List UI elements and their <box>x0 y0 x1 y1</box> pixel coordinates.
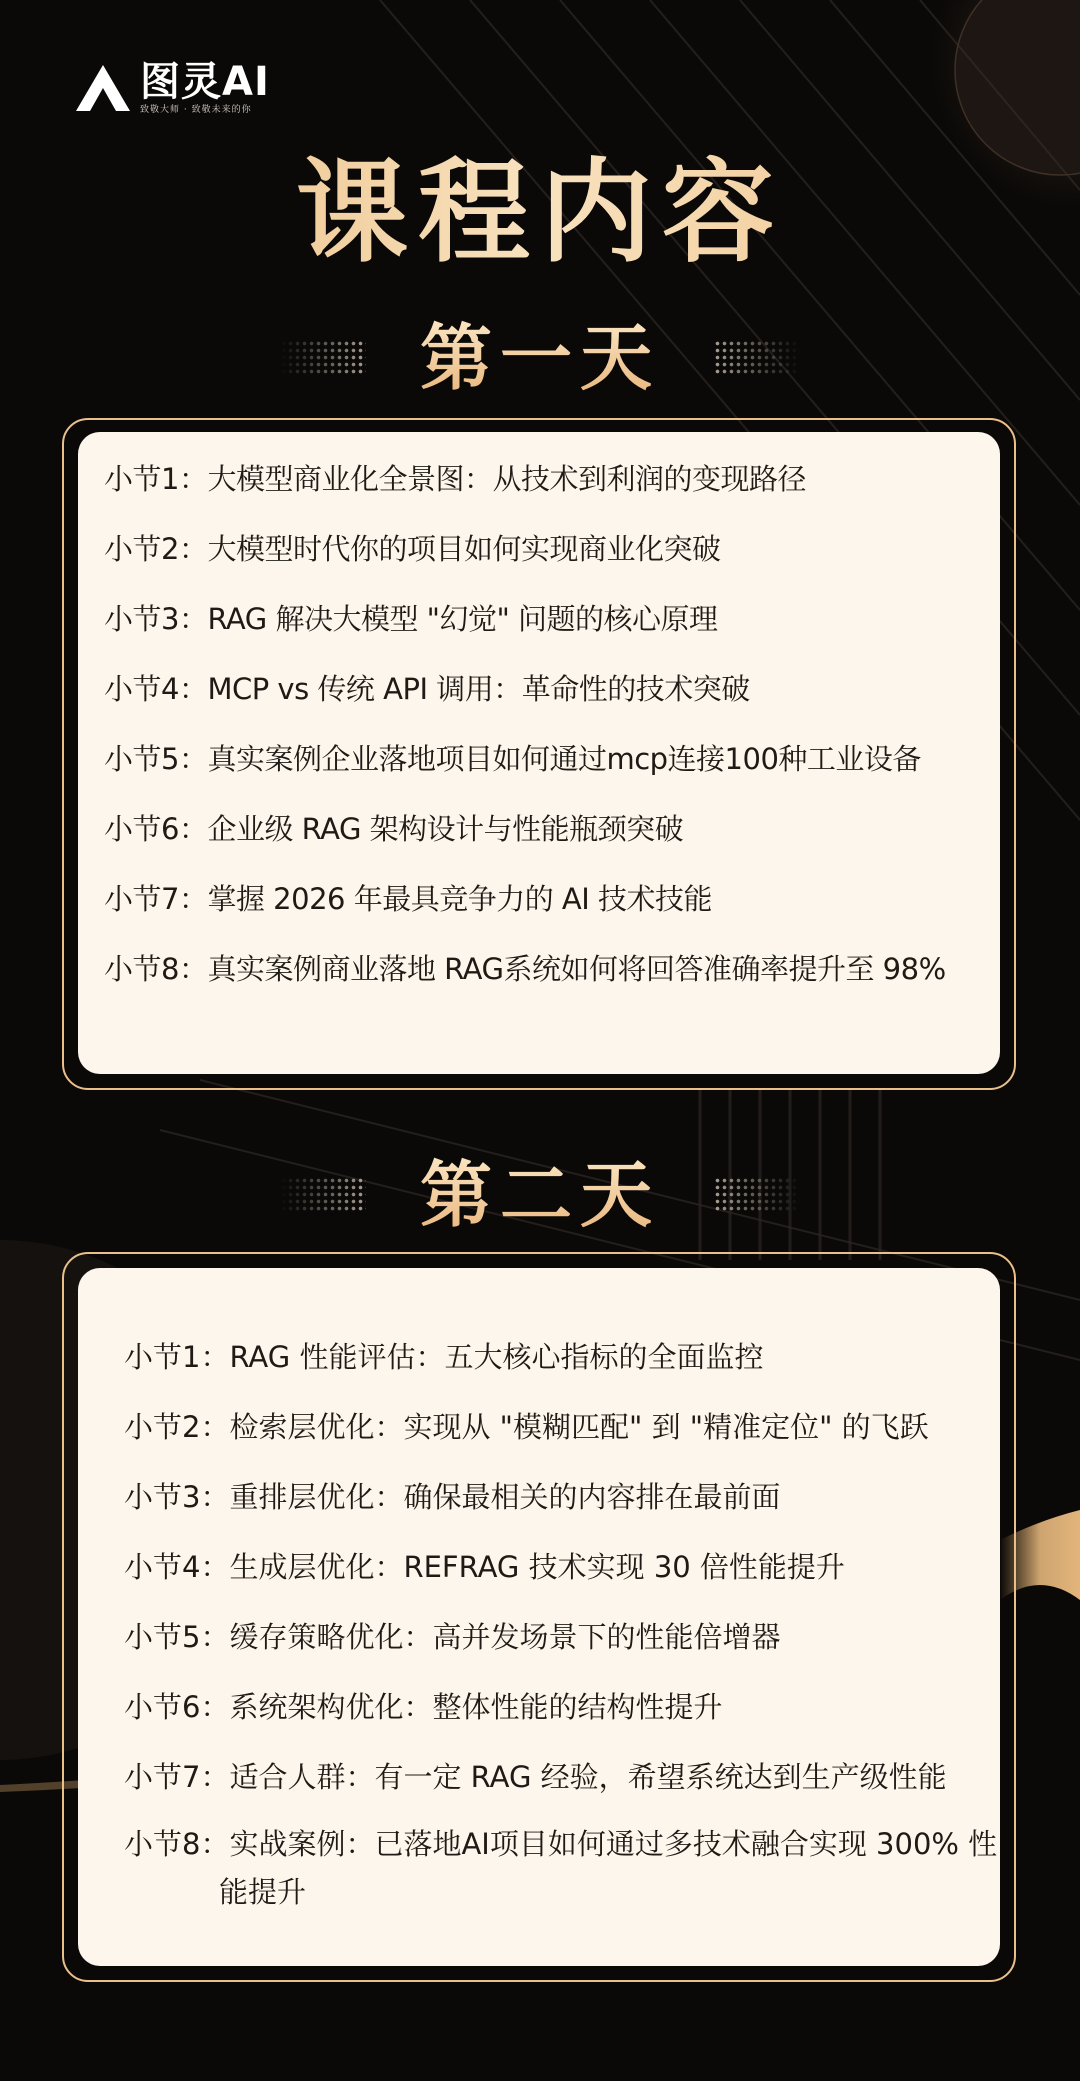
dot-pattern-left-icon <box>280 340 366 376</box>
day1-heading <box>0 315 1080 401</box>
day2-lesson-2: 小节2：检索层优化：实现从 "模糊匹配" 到 "精准定位" 的飞跃 <box>124 1410 929 1444</box>
brand-logo <box>74 60 270 116</box>
day2-lesson-7: 小节7：适合人群：有一定 RAG 经验，希望系统达到生产级性能 <box>124 1760 947 1794</box>
day2-lesson-6: 小节6：系统架构优化：整体性能的结构性提升 <box>124 1690 723 1724</box>
day2-lesson-list <box>78 1268 1000 1916</box>
brand-logo-icon <box>74 63 132 113</box>
day1-card <box>78 432 1000 1074</box>
day2-card <box>78 1268 1000 1966</box>
day2-heading <box>0 1152 1080 1238</box>
day1-lesson-list <box>78 432 1000 1004</box>
day2-lesson-3: 小节3：重排层优化：确保最相关的内容排在最前面 <box>124 1480 781 1514</box>
day1-lesson-6: 小节6：企业级 RAG 架构设计与性能瓶颈突破 <box>104 812 684 846</box>
day1-lesson-8: 小节8：真实案例商业落地 RAG系统如何将回答准确率提升至 98% <box>104 952 946 986</box>
day2-lesson-5: 小节5：缓存策略优化：高并发场景下的性能倍增器 <box>124 1620 781 1654</box>
day1-lesson-5: 小节5：真实案例企业落地项目如何通过mcp连接100种工业设备 <box>104 742 921 776</box>
day1-lesson-2: 小节2：大模型时代你的项目如何实现商业化突破 <box>104 532 721 566</box>
day1-lesson-1: 小节1：大模型商业化全景图：从技术到利润的变现路径 <box>104 462 806 496</box>
day2-lesson-8: 小节8：实战案例：已落地AI项目如何通过多技术融合实现 300% 性能提升 <box>124 1827 998 1909</box>
day1-heading-text: 第一天 <box>419 316 660 400</box>
dot-pattern-right-icon <box>714 1177 800 1213</box>
day1-lesson-7: 小节7：掌握 2026 年最具竞争力的 AI 技术技能 <box>104 882 713 916</box>
day2-lesson-1: 小节1：RAG 性能评估：五大核心指标的全面监控 <box>124 1340 764 1374</box>
page-title: 课程内容 <box>0 148 1080 278</box>
brand-slogan: 致敬大师 · 致敬未来的你 <box>140 105 252 115</box>
dot-pattern-left-icon <box>280 1177 366 1213</box>
day2-lesson-4: 小节4：生成层优化：REFRAG 技术实现 30 倍性能提升 <box>124 1550 845 1584</box>
dot-pattern-right-icon <box>714 340 800 376</box>
brand-name: 图灵AI <box>140 59 270 105</box>
day1-lesson-4: 小节4：MCP vs 传统 API 调用：革命性的技术突破 <box>104 672 750 706</box>
day1-lesson-3: 小节3：RAG 解决大模型 "幻觉" 问题的核心原理 <box>104 602 718 636</box>
day2-heading-text: 第二天 <box>419 1153 660 1237</box>
